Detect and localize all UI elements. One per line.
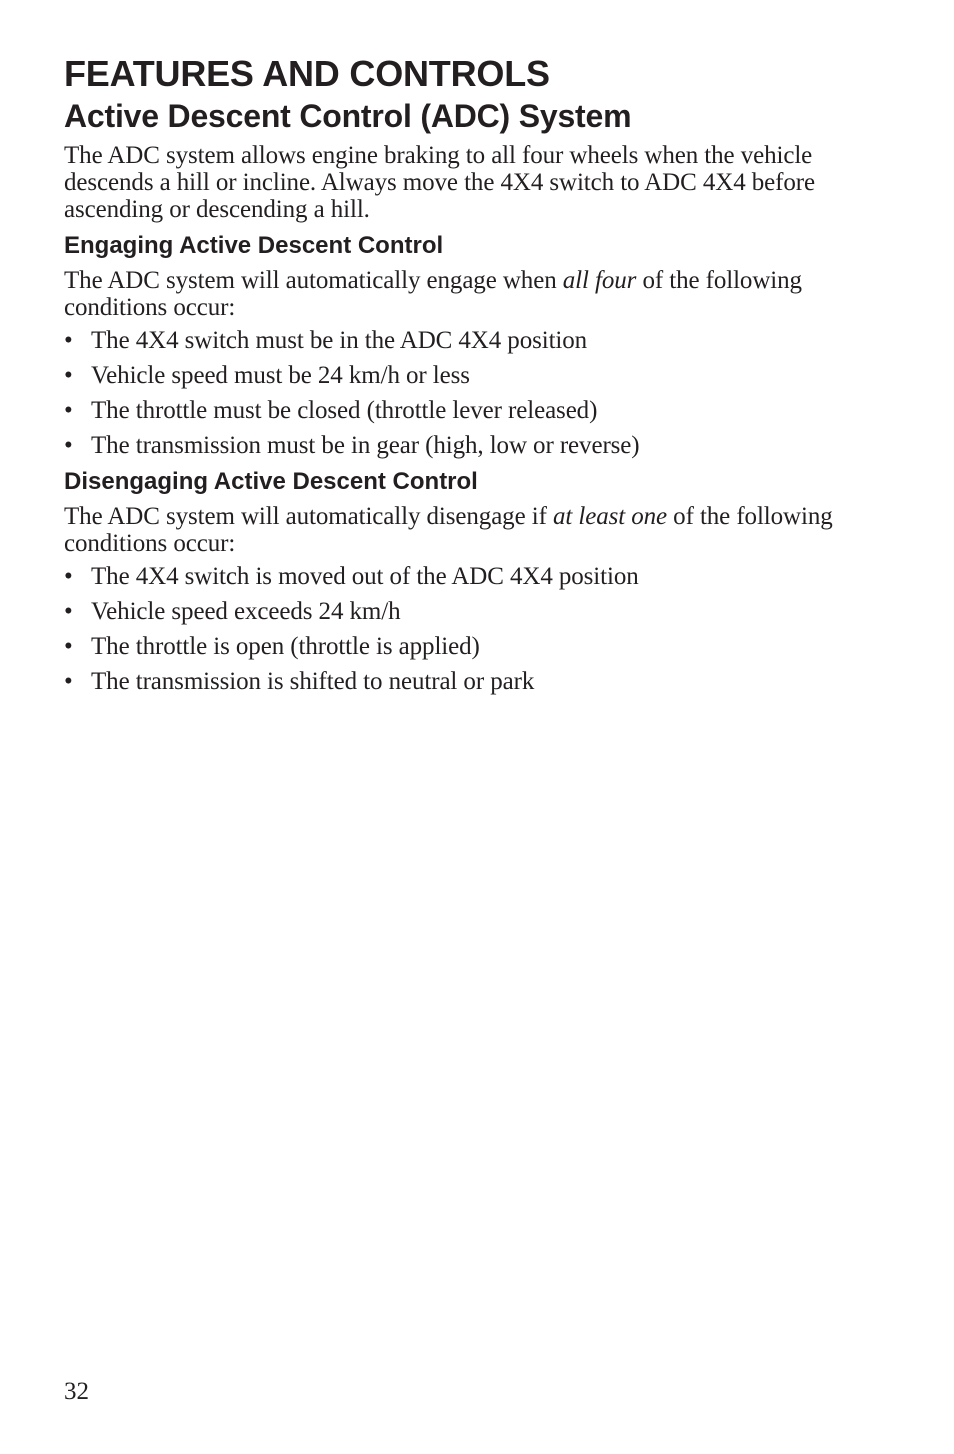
list-item-text: The transmission must be in gear (high, low or reverse) xyxy=(91,432,640,459)
list-item xyxy=(64,327,874,354)
bullet-icon: • xyxy=(64,327,73,354)
engaging-conditions-list xyxy=(64,327,874,459)
disengaging-heading: Disengaging Active Descent Control xyxy=(64,468,478,495)
list-item-text: The throttle is open (throttle is applied) xyxy=(91,633,480,660)
engaging-text-after: of the following conditions occur: xyxy=(64,267,802,321)
bullet-icon: • xyxy=(64,598,73,625)
engaging-emphasis: all four xyxy=(562,267,637,294)
list-item xyxy=(64,563,874,590)
intro-paragraph: The ADC system allows engine braking to all four wheels when the vehicle descends a hill or incline. Always move the 4X4 switch to ADC 4X4 before ascending or descending a hill. xyxy=(64,142,815,223)
list-item xyxy=(64,633,874,660)
bullet-icon: • xyxy=(64,668,73,695)
list-item xyxy=(64,598,874,625)
disengaging-text-after: of the following conditions occur: xyxy=(64,503,833,557)
list-item xyxy=(64,668,874,695)
disengaging-text-before: The ADC system will automatically disengage if xyxy=(64,503,553,530)
bullet-icon: • xyxy=(64,397,73,424)
bullet-icon: • xyxy=(64,563,73,590)
list-item xyxy=(64,362,874,389)
list-item-text: The throttle must be closed (throttle lever released) xyxy=(91,397,598,424)
page-title: Active Descent Control (ADC) System xyxy=(64,98,632,134)
list-item-text: The 4X4 switch must be in the ADC 4X4 position xyxy=(91,327,588,354)
disengaging-emphasis: at least one xyxy=(552,503,668,530)
engaging-text-before: The ADC system will automatically engage when xyxy=(64,267,563,294)
page-number: 32 xyxy=(64,1378,89,1405)
disengaging-paragraph xyxy=(64,503,874,557)
engaging-paragraph xyxy=(64,267,874,321)
bullet-icon: • xyxy=(64,362,73,389)
list-item-text: The transmission is shifted to neutral or park xyxy=(91,668,535,695)
list-item-text: Vehicle speed must be 24 km/h or less xyxy=(91,362,470,389)
bullet-icon: • xyxy=(64,432,73,459)
manual-page xyxy=(64,52,874,703)
disengaging-conditions-list xyxy=(64,563,874,695)
list-item-text: The 4X4 switch is moved out of the ADC 4X4 position xyxy=(91,563,639,590)
list-item-text: Vehicle speed exceeds 24 km/h xyxy=(91,598,401,625)
bullet-icon: • xyxy=(64,633,73,660)
engaging-heading: Engaging Active Descent Control xyxy=(64,232,444,259)
section-title: FEATURES AND CONTROLS xyxy=(64,53,550,94)
list-item xyxy=(64,397,874,424)
list-item xyxy=(64,432,874,459)
